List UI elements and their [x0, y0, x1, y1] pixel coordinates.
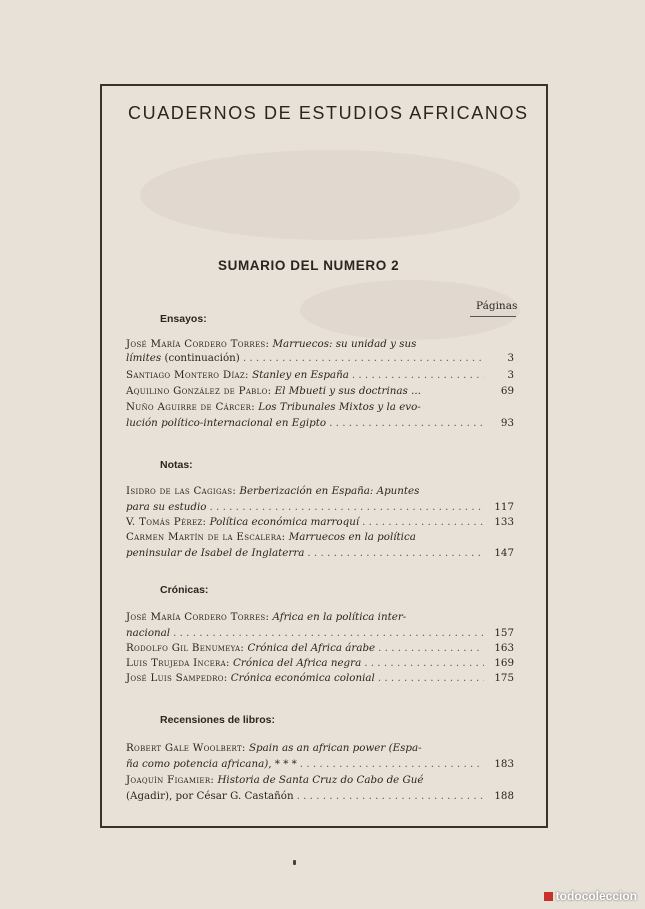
- entry-author: Nuño Aguirre de Cárcer:: [126, 401, 255, 413]
- entry-page: 69: [500, 385, 514, 397]
- entry-author: Santiago Montero Díaz:: [126, 369, 249, 381]
- entry-note: * * *: [274, 758, 297, 770]
- entry-title-cont: nacional: [126, 627, 171, 639]
- entry-title: Berberización en España: Apuntes: [239, 485, 420, 497]
- entry-author: V. Tomás Pérez:: [126, 516, 207, 528]
- toc-entry: [126, 773, 514, 803]
- leader-dots: [375, 641, 484, 655]
- leader-dots: [304, 546, 484, 560]
- entry-author: Isidro de las Cagigas:: [126, 485, 237, 497]
- watermark-text: todocoleccion: [555, 889, 637, 903]
- entry-title: El Mbueti y sus doctrinas ...: [274, 385, 421, 397]
- entry-title-cont: ña como potencia africana),: [126, 758, 272, 770]
- toc-entry: [126, 610, 514, 640]
- entry-page: 183: [494, 758, 514, 770]
- entry-title-cont: límites: [126, 352, 162, 364]
- entry-page: 163: [494, 642, 514, 654]
- leader-dots: [359, 515, 484, 529]
- toc-entry: [126, 741, 514, 771]
- section-heading: Crónicas:: [160, 584, 209, 596]
- entry-title: Los Tribunales Mixtos y la evo-: [258, 401, 421, 413]
- watermark-logo-icon: [544, 892, 553, 901]
- entry-title: Crónica del Africa árabe: [247, 642, 376, 654]
- pages-header-rule: [470, 316, 516, 317]
- leader-dots: [240, 351, 484, 365]
- entry-title: Historia de Santa Cruz do Cabo de Gué: [217, 774, 424, 786]
- section-heading: Notas:: [160, 459, 193, 471]
- entry-author: José María Cordero Torres:: [126, 338, 270, 350]
- toc-entry: [126, 400, 514, 430]
- summary-title: SUMARIO DEL NUMERO 2: [218, 258, 400, 273]
- entry-note: (continuación): [164, 352, 240, 364]
- entry-author: Robert Gale Woolbert:: [126, 742, 246, 754]
- entry-author: Aquilino González de Pablo:: [126, 385, 272, 397]
- entry-title: Spain as an african power (Espa-: [248, 742, 422, 754]
- leader-dots: [349, 368, 484, 382]
- entry-title: Stanley en España: [252, 369, 349, 381]
- entry-title-cont: lución político-internacional en Egipto: [126, 417, 327, 429]
- entry-title: Africa en la política inter-: [272, 611, 407, 623]
- entry-page: 3: [507, 352, 514, 364]
- leader-dots: [326, 416, 484, 430]
- entry-page: 147: [494, 547, 514, 559]
- entry-page: 93: [500, 417, 514, 429]
- toc-entry: [126, 384, 514, 398]
- section-heading: Ensayos:: [160, 313, 207, 325]
- section-heading: Recensiones de libros:: [160, 714, 275, 726]
- entry-page: 188: [494, 790, 514, 802]
- toc-entry: [126, 337, 514, 365]
- paper-speck: [293, 860, 296, 865]
- entry-title-cont: (Agadir), por César G. Castañón: [126, 790, 294, 802]
- entry-title: Crónica del Africa negra: [233, 657, 362, 669]
- journal-title: CUADERNOS DE ESTUDIOS AFRICANOS: [128, 103, 529, 123]
- entry-page: 157: [494, 627, 514, 639]
- entry-author: Luis Trujeda Incera:: [126, 657, 230, 669]
- entry-author: José Luis Sampedro:: [126, 672, 228, 684]
- entry-page: 169: [494, 657, 514, 669]
- entry-title: Crónica económica colonial: [230, 672, 375, 684]
- entry-title-cont: para su estudio: [126, 501, 207, 513]
- toc-entry: [126, 484, 514, 514]
- toc-entry: [126, 515, 514, 529]
- leader-dots: [207, 500, 485, 514]
- leader-dots: [294, 789, 484, 803]
- entry-author: Carmen Martín de la Escalera:: [126, 531, 286, 543]
- leader-dots: [297, 757, 484, 771]
- entry-page: 175: [494, 672, 514, 684]
- toc-entry: [126, 656, 514, 670]
- pages-column-header: Páginas: [476, 300, 518, 312]
- toc-entry: [126, 671, 514, 685]
- entry-title: Marruecos en la política: [288, 531, 416, 543]
- entry-title: Marruecos: su unidad y sus: [272, 338, 417, 350]
- leader-dots: [170, 626, 484, 640]
- toc-entry: [126, 641, 514, 655]
- entry-page: 117: [494, 501, 514, 513]
- entry-title: Política económica marroquí: [209, 516, 360, 528]
- leader-dots: [375, 671, 484, 685]
- entry-page: 3: [507, 369, 514, 381]
- watermark: [544, 889, 637, 903]
- entry-title-cont: peninsular de Isabel de Inglaterra: [126, 547, 305, 559]
- leader-dots: [361, 656, 484, 670]
- entry-author: Joaquín Figamier:: [126, 774, 215, 786]
- entry-page: 133: [494, 516, 514, 528]
- entry-author: Rodolfo Gil Benumeya:: [126, 642, 245, 654]
- toc-entry: [126, 530, 514, 560]
- entry-author: José María Cordero Torres:: [126, 611, 270, 623]
- toc-entry: [126, 368, 514, 382]
